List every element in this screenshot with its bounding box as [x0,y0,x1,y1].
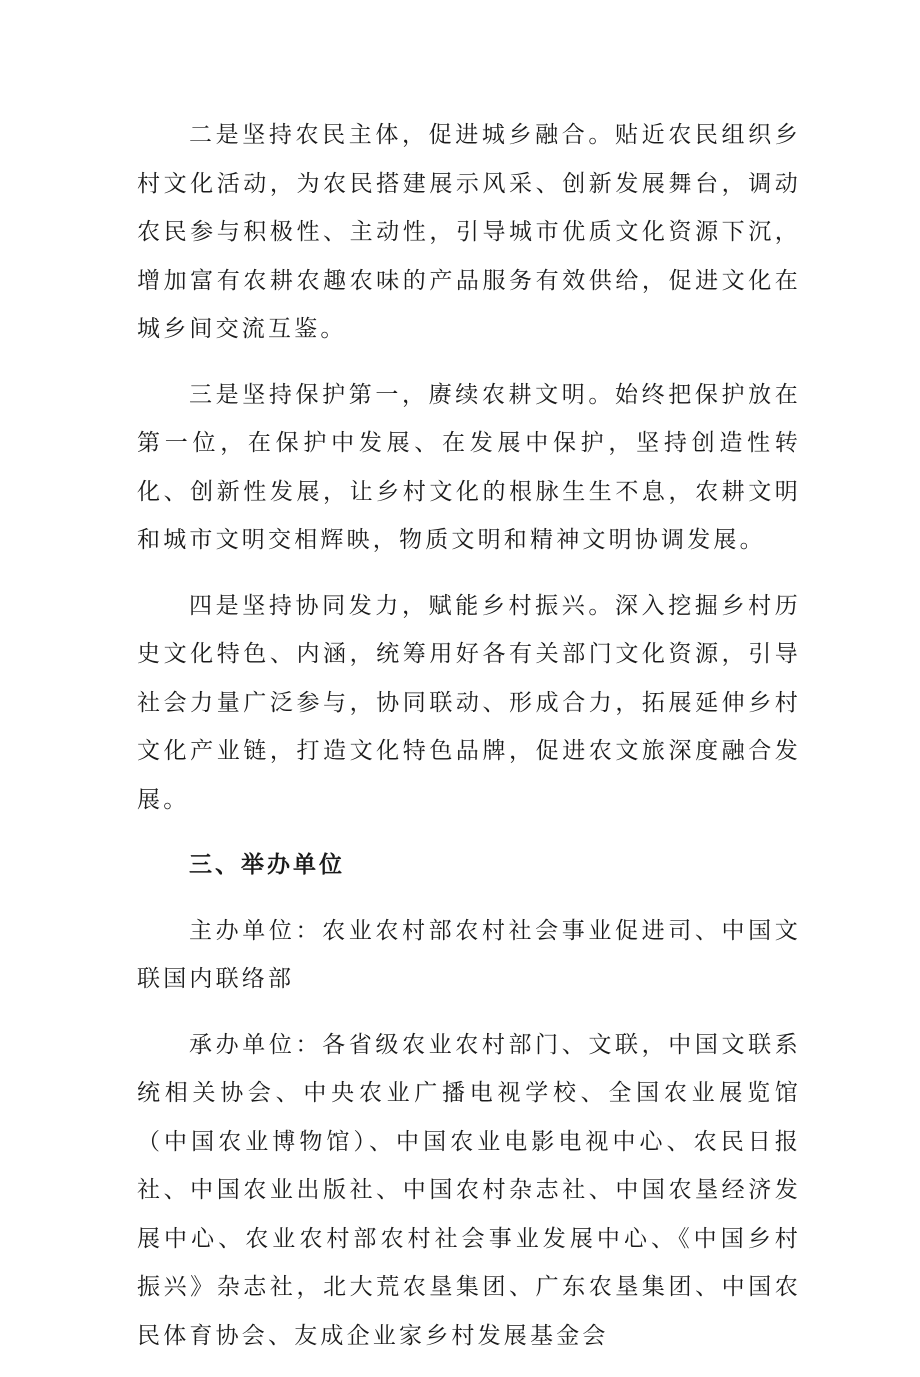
section-heading-organizers: 三、举办单位 [189,852,345,878]
paragraph-protection-first: 三是坚持保护第一，赓续农耕文明。始终把保护放在第一位，在保护中发展、在发展中保护，坚持创造性转化、创新性发展，让乡村文化的根脉生生不息，农耕文明和城市文明交相辉映，物质文明和精神文明协调发展。 [137,381,801,553]
paragraph-host-units: 主办单位：农业农村部农村社会事业促进司、中国文联国内联络部 [137,917,801,992]
document-body [137,111,801,1377]
paragraph-farmers-subject: 二是坚持农民主体，促进城乡融合。贴近农民组织乡村文化活动，为农民搭建展示风采、创新发展舞台，调动农民参与积极性、主动性，引导城市优质文化资源下沉，增加富有农耕农趣农味的产品服务有效供给，促进文化在城乡间交流互鉴。 [137,122,801,342]
paragraph-synergy: 四是坚持协同发力，赋能乡村振兴。深入挖掘乡村历史文化特色、内涵，统筹用好各有关部门文化资源，引导社会力量广泛参与，协同联动、形成合力，拓展延伸乡村文化产业链，打造文化特色品牌，促进农文旅深度融合发展。 [137,592,801,813]
paragraph-undertaker-units: 承办单位：各省级农业农村部门、文联，中国文联系统相关协会、中央农业广播电视学校、全国农业展览馆（中国农业博物馆）、中国农业电影电视中心、农民日报社、中国农业出版社、中国农村杂志社、中国农垦经济发展中心、农业农村部农村社会事业发展中心、《中国乡村振兴》杂志社，北大荒农垦集团、广东农垦集团、中国农民体育协会、友成企业家乡村发展基金会 [137,1031,801,1349]
